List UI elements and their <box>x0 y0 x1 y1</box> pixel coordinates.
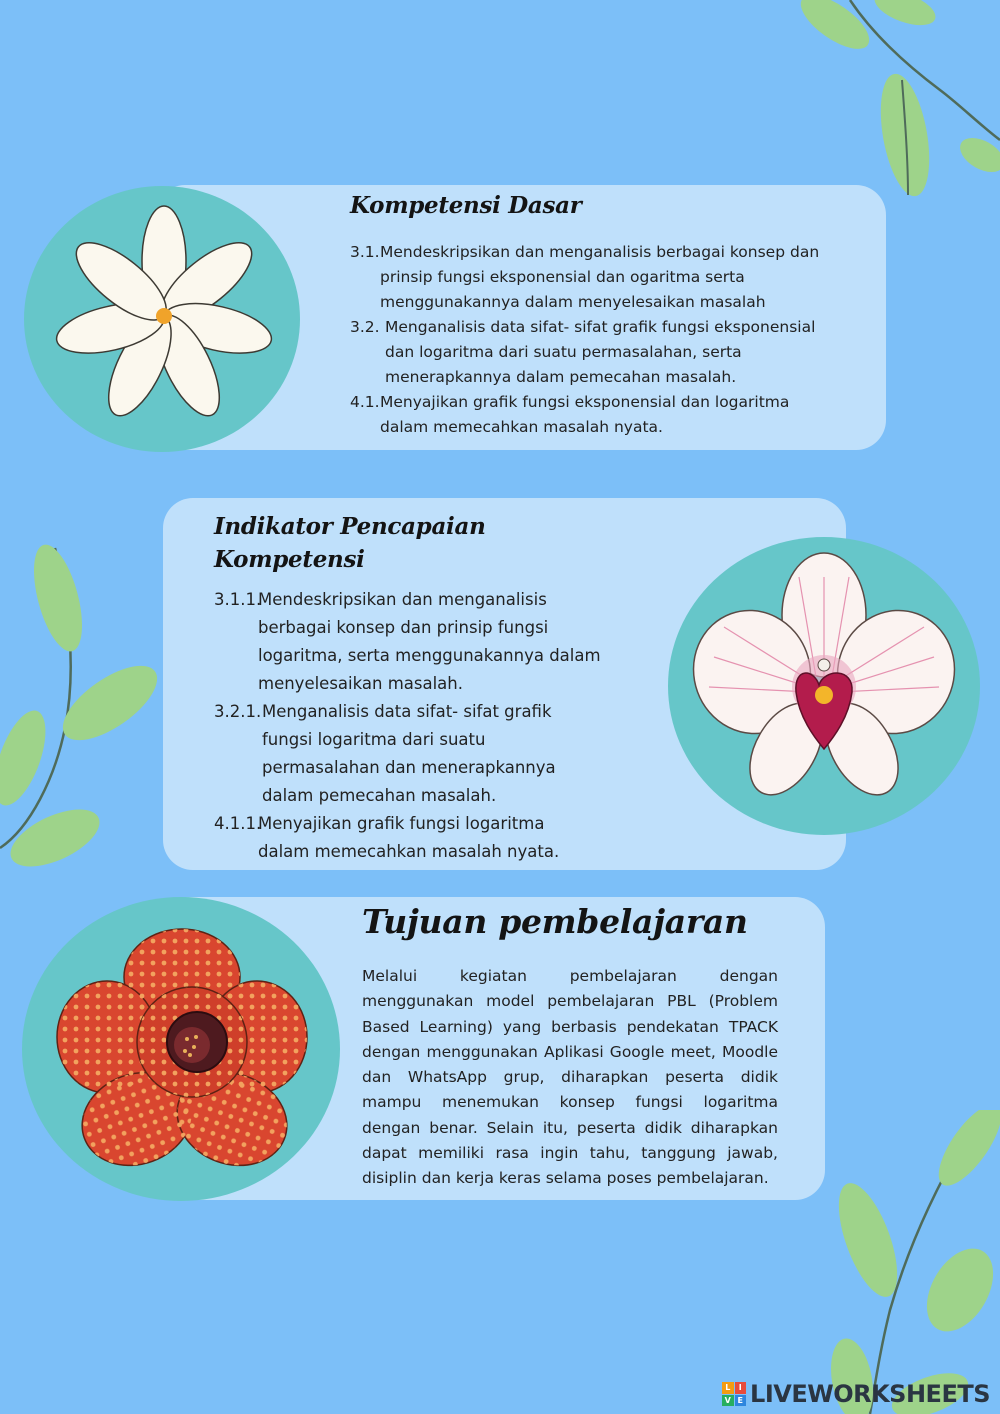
jasmine-flower-icon <box>24 186 300 452</box>
leaf-branch-top-right-icon <box>790 0 1000 205</box>
tujuan-paragraph: Melalui kegiatan pembelajaran dengan menggunakan model pembelajaran PBL (Problem Based Learning) yang berbasis pendekatan TPACK dengan menggunakan Aplikasi Google meet, Moodle dan WhatsApp grup, diharapkan peserta didik mampu menemukan konsep fungsi logaritma dengan benar. Selain itu, peserta didik diharapkan dapat memiliki rasa ingin tahu, tanggung jawab, disiplin dan kerja keras selama poses pembelajaran. <box>362 967 778 1188</box>
kd-item-3-1: 3.1. Mendeskripsikan dan menganalisis berbagai konsep dan prinsip fungsi eksponensial dan ogaritma serta menggunakannya dalam menyelesaikan masalah <box>350 243 820 311</box>
orchid-circle <box>668 537 980 835</box>
tujuan-title: Tujuan pembelajaran <box>362 902 748 941</box>
orchid-flower-icon <box>668 537 980 835</box>
leaf-branch-bottom-right-icon <box>830 1110 1000 1414</box>
liveworksheets-footer <box>722 1380 990 1408</box>
rafflesia-circle <box>22 897 340 1201</box>
kd-item-4-1: 4.1. Menyajikan grafik fungsi eksponensial dan logaritma dalam memecahkan masalah nyata. <box>350 393 790 436</box>
rafflesia-flower-icon <box>22 897 340 1201</box>
indikator-title: Indikator Pencapaian Kompetensi <box>214 513 486 573</box>
liveworksheets-logo-icon: L I V E <box>722 1382 746 1406</box>
kompetensi-dasar-list <box>350 240 850 440</box>
kd-item-3-2: 3.2. Menganalisis data sifat- sifat grafik fungsi eksponensial dan logaritma dari suatu permasalahan, serta menerapkannya dalam pemecahan masalah. <box>350 318 816 386</box>
ipk-item-4-1-1: 4.1.1. Menyajikan grafik fungsi logaritma dalam memecahkan masalah nyata. <box>214 814 560 861</box>
ipk-item-3-2-1: 3.2.1. Menganalisis data sifat- sifat grafik fungsi logaritma dari suatu permasalahan dan menerapkannya dalam pemecahan masalah. <box>214 702 556 805</box>
liveworksheets-brand[interactable]: LIVEWORKSHEETS <box>750 1380 990 1408</box>
jasmine-circle <box>24 186 300 452</box>
kompetensi-dasar-title: Kompetensi Dasar <box>350 192 582 219</box>
leaf-branch-left-icon <box>0 528 160 878</box>
indikator-list <box>214 586 664 866</box>
ipk-item-3-1-1: 3.1.1. Mendeskripsikan dan menganalisis berbagai konsep dan prinsip fungsi logaritma, serta menggunakannya dalam menyelesaikan masalah. <box>214 590 601 693</box>
